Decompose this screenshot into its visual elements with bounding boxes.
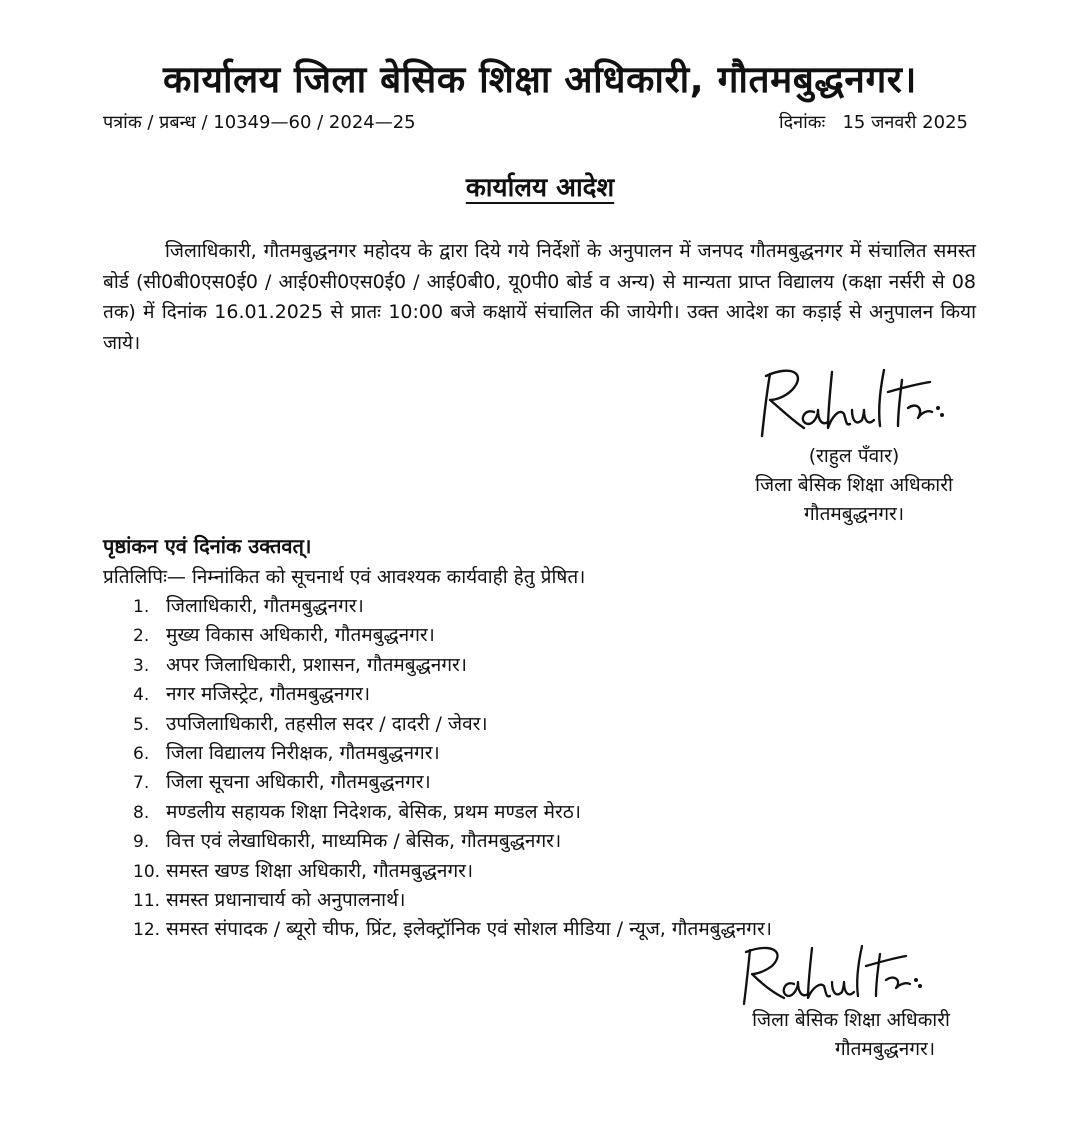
list-item: 10. समस्त खण्ड शिक्षा अधिकारी, गौतमबुद्धनगर। — [133, 859, 474, 882]
signatory-name: (राहुल पँवार) — [808, 445, 900, 467]
order-heading: कार्यालय आदेश — [465, 173, 615, 203]
signatory-block — [724, 442, 984, 529]
issue-date — [779, 110, 968, 134]
list-item: 5. उपजिलाधिकारी, तहसील सदर / दादरी / जेवर। — [133, 712, 488, 735]
order-paragraph: जिलाधिकारी, गौतमबुद्धनगर महोदय के द्वारा दिये गये निर्देशों के अनुपालन में जनपद गौतमबुद्धनगर में संचालित समस्त बोर्ड (सी0बी0एस0ई0 / आई0सी0एस0ई0 / आई0बी0, यू0पी0 बोर्ड व अन्य) से मान्यता प्राप्त विद्यालय (कक्षा नर्सरी से 08 तक) में दिनांक 16.01.2025 से प्रातः 10:00 बजे कक्षायें संचालित की जायेगी। उक्त आदेश का कड़ाई से अनुपालन किया जाये। — [103, 240, 976, 354]
list-item: 7. जिला सूचना अधिकारी, गौतमबुद्धनगर। — [133, 771, 431, 794]
signatory-location-2: गौतमबुद्धनगर। — [834, 1038, 936, 1060]
recipient-list — [133, 592, 772, 945]
list-item: 12. समस्त संपादक / ब्यूरो चीफ, प्रिंट, इलेक्ट्रॉनिक एवं सोशल मीडिया / न्यूज, गौतमबुद्धनगर। — [133, 918, 772, 941]
list-item: 9. वित्त एवं लेखाधिकारी, माध्यमिक / बेसिक, गौतमबुद्धनगर। — [133, 830, 562, 853]
signatory-location: गौतमबुद्धनगर। — [803, 503, 905, 525]
list-item: 3. अपर जिलाधिकारी, प्रशासन, गौतमबुद्धनगर। — [133, 653, 468, 676]
date-label: दिनांकः — [778, 112, 826, 133]
list-item: 4. नगर मजिस्ट्रेट, गौतमबुद्धनगर। — [133, 683, 371, 706]
list-item: 6. जिला विद्यालय निरीक्षक, गौतमबुद्धनगर। — [133, 741, 440, 764]
endorsement-heading: पृष्ठांकन एवं दिनांक उक्तवत्। — [103, 534, 312, 558]
copy-to-line: प्रतिलिपिः— निम्नांकित को सूचनार्थ एवं आवश्यक कार्यवाही हेतु प्रेषित। — [103, 566, 586, 588]
list-item: 11. समस्त प्रधानाचार्य को अनुपालनार्थ। — [133, 888, 406, 911]
list-item: 2. मुख्य विकास अधिकारी, गौतमबुद्धनगर। — [133, 624, 435, 647]
signature-image-2 — [736, 942, 936, 1012]
office-title: कार्यालय जिला बेसिक शिक्षा अधिकारी, गौतमबुद्धनगर। — [163, 58, 917, 101]
list-item: 1. जिलाधिकारी, गौतमबुद्धनगर। — [133, 595, 364, 617]
signatory-block-2 — [716, 1006, 986, 1064]
signature-text: Rahul Pr. — [752, 362, 757, 363]
signatory-designation-2: जिला बेसिक शिक्षा अधिकारी — [752, 1009, 950, 1031]
signatory-designation: जिला बेसिक शिक्षा अधिकारी — [755, 474, 953, 496]
reference-number: पत्रांक / प्रबन्ध / 10349—60 / 2024—25 — [103, 112, 416, 133]
list-item: 8. मण्डलीय सहायक शिक्षा निदेशक, बेसिक, प्रथम मण्डल मेरठ। — [133, 800, 581, 823]
signature-image — [752, 362, 962, 444]
date-value: 15 जनवरी 2025 — [842, 112, 968, 133]
